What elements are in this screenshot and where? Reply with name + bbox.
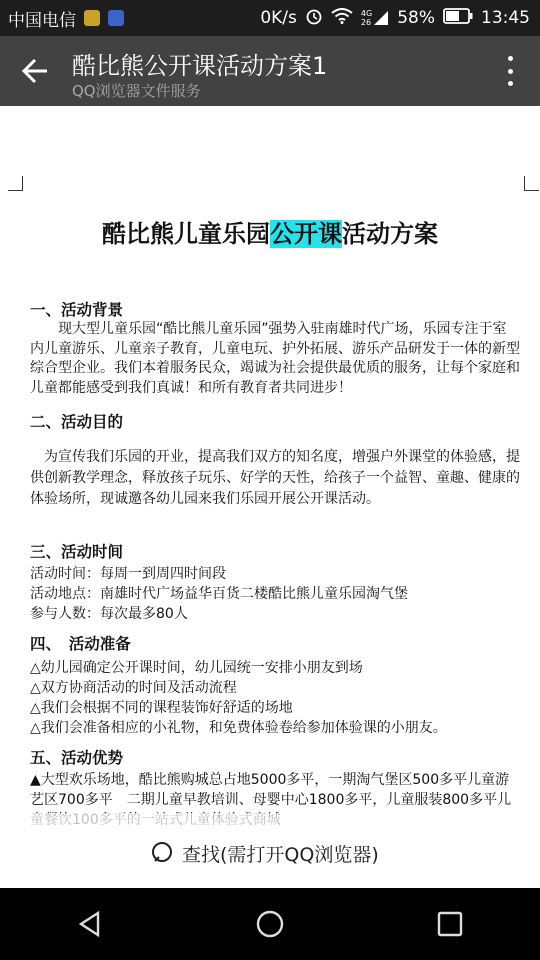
network-type: 4G bbox=[360, 9, 373, 18]
participants-line: 参与人数：每次最多80人 bbox=[30, 606, 188, 622]
section-text-advantages: ▲大型欢乐场地，酷比熊购城总占地5000多平，一期淘气堡区500多平儿童游艺区700多平 二期儿童早教培训、母婴中心1800多平，儿童服装800多平儿 bbox=[30, 772, 512, 808]
search-highlight: 公开课 bbox=[270, 220, 342, 248]
nav-home-button[interactable] bbox=[240, 894, 300, 954]
carrier-label: 中国电信 bbox=[8, 10, 76, 31]
notification-app-icon-2 bbox=[108, 10, 124, 26]
section-heading-purpose: 二、活动目的 bbox=[30, 413, 124, 431]
section-heading-time: 三、活动时间 bbox=[30, 543, 124, 561]
network-speed: 0K/s bbox=[260, 8, 297, 28]
find-button-label: 查找(需打开QQ浏览器) bbox=[182, 843, 379, 866]
back-button[interactable] bbox=[18, 54, 52, 88]
overflow-menu-button[interactable] bbox=[498, 56, 522, 86]
section-heading-background: 一、活动背景 bbox=[30, 301, 124, 319]
app-toolbar bbox=[0, 36, 540, 106]
section-text-background: 现大型儿童乐园“酷比熊儿童乐园”强势入驻南雄时代广场，乐园专注于室内儿童游乐、儿童亲子教育，儿童电玩、护外拓展、游乐产品研发于一体的新型综合型企业。我们本着服务民众，竭诚为社会提供最优质的服务，让每个家庭和儿童都能感受到我们真诚！和所有教育者共同进步！ bbox=[30, 321, 520, 396]
section-heading-preparation: 四、 活动准备 bbox=[30, 635, 131, 653]
document-viewer[interactable] bbox=[0, 106, 540, 886]
nav-recents-button[interactable] bbox=[420, 894, 480, 954]
system-navigation-bar bbox=[0, 888, 540, 960]
find-button[interactable] bbox=[150, 836, 379, 870]
doc-heading-part1: 酷比熊儿童乐园 bbox=[102, 220, 270, 248]
square-recents-icon bbox=[436, 910, 464, 938]
page-corner-mark-left bbox=[8, 176, 23, 191]
wifi-icon bbox=[331, 8, 353, 29]
network-sub: 26 bbox=[360, 18, 372, 27]
preparation-item: △我们会准备相应的小礼物，和免费体验卷给参加体验课的小朋友。 bbox=[30, 720, 447, 736]
time-line: 活动时间：每周一到周四时间段 bbox=[30, 566, 226, 582]
arrow-left-icon bbox=[21, 57, 49, 85]
section-text-purpose: 为宣传我们乐园的开业，提高我们双方的知名度，增强户外课堂的体验感，提供创新教学理念，释放孩子玩乐、好学的天性，给孩子一个益智、童趣、健康的体验场所，现诚邀各幼儿园来我们乐园开展公开课活动。 bbox=[30, 449, 520, 507]
preparation-item: △双方协商活动的时间及活动流程 bbox=[30, 680, 237, 696]
section-heading-advantages: 五、活动优势 bbox=[30, 749, 124, 767]
status-bar bbox=[0, 0, 540, 36]
circle-home-icon bbox=[255, 909, 285, 939]
preparation-item: △幼儿园确定公开课时间，幼儿园统一安排小朋友到场 bbox=[30, 660, 363, 676]
notification-app-icon bbox=[84, 10, 100, 26]
doc-heading bbox=[0, 214, 540, 249]
page-corner-mark-right bbox=[524, 176, 539, 191]
preparation-item: △我们会根据不同的课程装饰好舒适的场地 bbox=[30, 700, 293, 716]
battery-percent: 58% bbox=[397, 8, 435, 28]
signal-icon bbox=[361, 9, 389, 27]
clock: 13:45 bbox=[481, 8, 530, 28]
doc-heading-part2: 活动方案 bbox=[342, 220, 438, 248]
alarm-icon bbox=[305, 7, 323, 30]
battery-icon bbox=[443, 8, 473, 29]
document-source: QQ浏览器文件服务 bbox=[72, 82, 201, 100]
more-vert-icon bbox=[508, 56, 513, 61]
document-title: 酷比熊公开课活动方案1 bbox=[72, 52, 328, 80]
triangle-back-icon bbox=[76, 910, 104, 938]
search-icon bbox=[150, 840, 176, 866]
location-line: 活动地点：南雄时代广场益华百货二楼酷比熊儿童乐园淘气堡 bbox=[30, 586, 408, 602]
nav-back-button[interactable] bbox=[60, 894, 120, 954]
